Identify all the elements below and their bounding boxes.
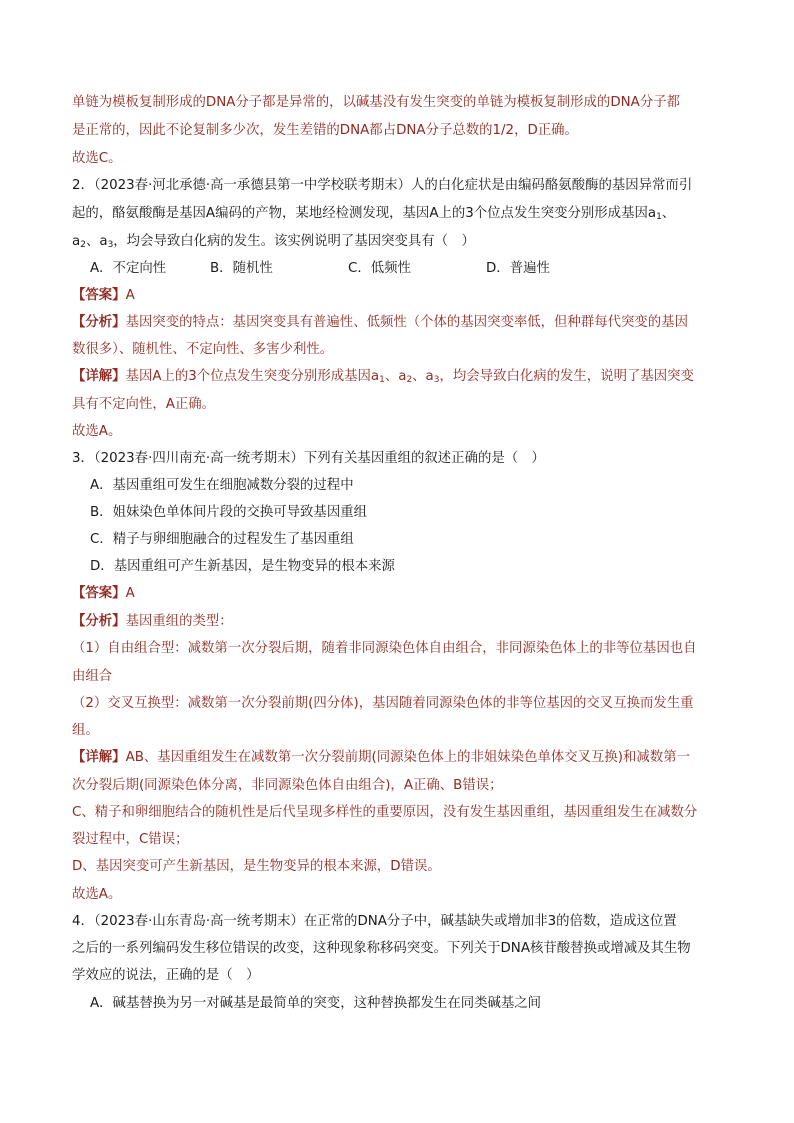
q2-option-b: B．随机性 [210, 261, 273, 276]
q2-analysis-line-1: 【分析】基因突变的特点：基因突变具有普遍性、低频性（个体的基因突变率低，但种群每代突变的基因 [72, 315, 688, 330]
q4-stem-line-3: 学效应的说法，正确的是（ ） [72, 968, 260, 983]
q2-stem-line-2: 起的，酪氨酸酶是基因A编码的产物，某地经检测发现，基因A上的3个位点发生突变分别形成基因$a_1$、 [72, 206, 676, 222]
q3-option-c: C．精子与卵细胞融合的过程发生了基因重组 [90, 532, 354, 547]
q2-option-a: A．不定向性 [90, 261, 167, 276]
q2-answer: 【答案】A [72, 288, 135, 303]
q3-analysis-line-2: （1）自由组合型：减数第一次分裂后期，随着非同源染色体自由组合，非同源染色体上的非等位基因也自 [72, 641, 697, 656]
q2-option-d: D．普遍性 [486, 261, 550, 276]
q3-stem-line-1: 3．（2023春·四川南充·高一统考期末）下列有关基因重组的叙述正确的是（ ） [72, 451, 545, 466]
q3-detail-line-1: 【详解】AB、基因重组发生在减数第一次分裂前期(同源染色体上的非姐妹染色单体交叉互换)和减数第一 [72, 750, 690, 765]
q3-analysis-line-5: 组。 [72, 723, 99, 738]
q2-detail-line-1: 【详解】基因A上的3个位点发生突变分别形成基因$a_1$、$a_2$、$a_3$，均会导致白化病的发生，说明了基因突变 [72, 369, 694, 385]
q4-option-a: A．碱基替换为另一对碱基是最简单的突变，这种替换都发生在同类碱基之间 [90, 996, 542, 1011]
q2-detail-line-2: 具有不定向性，A正确。 [72, 397, 216, 412]
q3-option-a: A．基因重组可发生在细胞减数分裂的过程中 [90, 478, 354, 493]
q3-detail-line-2: 次分裂后期(同源染色体分离，非同源染色体自由组合)，A正确、B错误； [72, 778, 503, 793]
q3-analysis-line-1: 【分析】基因重组的类型： [72, 614, 233, 629]
q2-stem-line-1: 2．（2023春·河北承德·高一承德县第一中学校联考期末）人的白化症状是由编码酪氨酸酶的基因异常而引 [72, 178, 693, 193]
q3-analysis-line-3: 由组合 [72, 669, 113, 684]
q2-analysis-line-2: 数很多）、随机性、不定向性、多害少利性。 [72, 342, 334, 357]
q4-stem-line-1: 4．（2023春·山东青岛·高一统考期末）在正常的DNA分子中，碱基缺失或增加非3的倍数，造成这位置 [72, 914, 677, 929]
q4-stem-line-2: 之后的一系列编码发生移位错误的改变，这种现象称移码突变。下列关于DNA核苷酸替换或增减及其生物 [72, 941, 691, 956]
q2-stem-line-3: $a_2$、$a_3$，均会导致白化病的发生。该实例说明了基因突变具有（ ） [72, 234, 475, 250]
prev-explanation-line-2: 是正常的，因此不论复制多少次，发生差错的DNA都占DNA分子总数的1/2，D正确。 [72, 123, 578, 138]
q3-analysis-line-4: （2）交叉互换型：减数第一次分裂前期(四分体)，基因随着同源染色体的非等位基因的交叉互换而发生重 [72, 696, 694, 711]
q3-detail-line-3: C、精子和卵细胞结合的随机性是后代呈现多样性的重要原因，没有发生基因重组，基因重组发生在减数分 [72, 805, 698, 820]
prev-explanation-line-1: 单链为模板复制形成的DNA分子都是异常的，以碱基没有发生突变的单链为模板复制形成的DNA分子都 [72, 95, 680, 110]
q2-option-c: C．低频性 [348, 261, 411, 276]
q3-option-d: D．基因重组可产生新基因，是生物变异的根本来源 [90, 559, 395, 574]
q3-option-b: B．姐妹染色单体间片段的交换可导致基因重组 [90, 505, 367, 520]
q3-detail-line-4: 裂过程中，C错误； [72, 832, 189, 847]
prev-choose-line: 故选C。 [72, 151, 122, 166]
q3-detail-line-5: D、基因突变可产生新基因，是生物变异的根本来源，D错误。 [72, 859, 441, 874]
q3-answer: 【答案】A [72, 586, 135, 601]
q2-choose-line: 故选A。 [72, 424, 122, 439]
q3-choose-line: 故选A。 [72, 887, 122, 902]
